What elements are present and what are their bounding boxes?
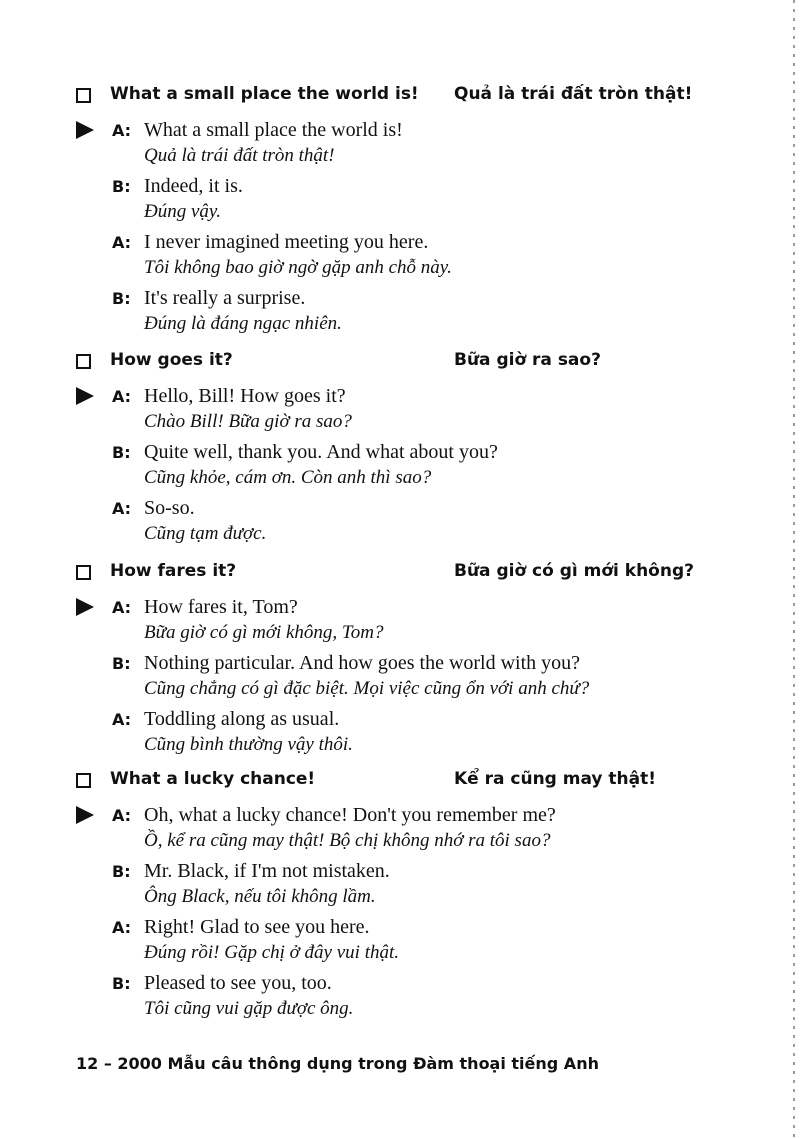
- english-sentence: Indeed, it is.: [144, 175, 243, 197]
- heading-vietnamese: Bữa giờ có gì mới không?: [454, 561, 694, 581]
- speaker-label: A:: [112, 233, 132, 252]
- vietnamese-translation: Đúng vậy.: [144, 201, 222, 222]
- phrase-heading: [76, 769, 716, 795]
- dialogue-line: [76, 440, 716, 490]
- english-sentence: Hello, Bill! How goes it?: [144, 385, 346, 407]
- dialogue-line: [76, 496, 716, 546]
- page-footer: 12 – 2000 Mẫu câu thông dụng trong Đàm thoại tiếng Anh: [76, 1054, 599, 1073]
- english-sentence: What a small place the world is!: [144, 119, 403, 141]
- vietnamese-translation: Cũng khỏe, cám ơn. Còn anh thì sao?: [144, 467, 432, 488]
- speaker-label: A:: [112, 598, 132, 617]
- speaker-label: B:: [112, 443, 131, 462]
- play-arrow-icon[interactable]: [76, 121, 94, 139]
- speaker-label: B:: [112, 862, 131, 881]
- english-sentence: Right! Glad to see you here.: [144, 916, 370, 938]
- speaker-label: A:: [112, 710, 132, 729]
- english-sentence: So-so.: [144, 497, 195, 519]
- vietnamese-translation: Đúng là đáng ngạc nhiên.: [144, 313, 342, 334]
- vietnamese-translation: Cũng chẳng có gì đặc biệt. Mọi việc cũng ổn với anh chứ?: [144, 678, 590, 699]
- english-sentence: Oh, what a lucky chance! Don't you remember me?: [144, 804, 556, 826]
- vietnamese-translation: Ông Black, nếu tôi không lầm.: [144, 886, 376, 907]
- phrase-section: [76, 769, 716, 1027]
- phrase-section: [76, 84, 716, 342]
- vietnamese-translation: Bữa giờ có gì mới không, Tom?: [144, 622, 384, 643]
- dialogue: [76, 803, 716, 1021]
- play-arrow-icon[interactable]: [76, 598, 94, 616]
- dialogue-line: [76, 230, 716, 280]
- speaker-label: A:: [112, 121, 132, 140]
- dialogue: [76, 384, 716, 546]
- vietnamese-translation: Ồ, kể ra cũng may thật! Bộ chị không nhớ ra tôi sao?: [144, 830, 551, 851]
- vietnamese-translation: Quả là trái đất tròn thật!: [144, 145, 335, 166]
- phrase-heading: [76, 561, 716, 587]
- dialogue-line: [76, 859, 716, 909]
- speaker-label: B:: [112, 654, 131, 673]
- vietnamese-translation: Tôi cũng vui gặp được ông.: [144, 998, 354, 1019]
- heading-vietnamese: Kể ra cũng may thật!: [454, 769, 657, 789]
- checkbox-icon[interactable]: [76, 565, 91, 580]
- vietnamese-translation: Tôi không bao giờ ngờ gặp anh chỗ này.: [144, 257, 452, 278]
- heading-vietnamese: Quả là trái đất tròn thật!: [454, 84, 693, 104]
- speaker-label: B:: [112, 289, 131, 308]
- play-arrow-icon[interactable]: [76, 806, 94, 824]
- dialogue-line: [76, 707, 716, 757]
- english-sentence: How fares it, Tom?: [144, 596, 298, 618]
- english-sentence: Toddling along as usual.: [144, 708, 340, 730]
- dialogue-line: [76, 971, 716, 1021]
- speaker-label: B:: [112, 974, 131, 993]
- play-arrow-icon[interactable]: [76, 387, 94, 405]
- heading-english: What a lucky chance!: [110, 769, 316, 789]
- heading-english: What a small place the world is!: [110, 84, 419, 104]
- heading-vietnamese: Bữa giờ ra sao?: [454, 350, 601, 370]
- dialogue: [76, 118, 716, 336]
- speaker-label: A:: [112, 387, 132, 406]
- dialogue-line: [76, 384, 716, 434]
- vietnamese-translation: Chào Bill! Bữa giờ ra sao?: [144, 411, 352, 432]
- english-sentence: It's really a surprise.: [144, 287, 306, 309]
- dialogue-line: [76, 651, 716, 701]
- heading-english: How goes it?: [110, 350, 233, 370]
- dialogue-line: [76, 803, 716, 853]
- vietnamese-translation: Cũng bình thường vậy thôi.: [144, 734, 353, 755]
- phrase-heading: [76, 84, 716, 110]
- english-sentence: Pleased to see you, too.: [144, 972, 332, 994]
- vietnamese-translation: Đúng rồi! Gặp chị ở đây vui thật.: [144, 942, 399, 963]
- dialogue-line: [76, 286, 716, 336]
- dialogue-line: [76, 595, 716, 645]
- english-sentence: Mr. Black, if I'm not mistaken.: [144, 860, 390, 882]
- speaker-label: B:: [112, 177, 131, 196]
- speaker-label: A:: [112, 806, 132, 825]
- dialogue-line: [76, 915, 716, 965]
- page-edge-divider: [793, 0, 795, 1139]
- english-sentence: I never imagined meeting you here.: [144, 231, 429, 253]
- heading-english: How fares it?: [110, 561, 237, 581]
- checkbox-icon[interactable]: [76, 88, 91, 103]
- dialogue-line: [76, 118, 716, 168]
- dialogue-line: [76, 174, 716, 224]
- speaker-label: A:: [112, 499, 132, 518]
- phrase-heading: [76, 350, 716, 376]
- checkbox-icon[interactable]: [76, 773, 91, 788]
- speaker-label: A:: [112, 918, 132, 937]
- dialogue: [76, 595, 716, 757]
- phrase-section: [76, 350, 716, 552]
- vietnamese-translation: Cũng tạm được.: [144, 523, 267, 544]
- checkbox-icon[interactable]: [76, 354, 91, 369]
- english-sentence: Nothing particular. And how goes the world with you?: [144, 652, 581, 674]
- phrase-section: [76, 561, 716, 763]
- english-sentence: Quite well, thank you. And what about you?: [144, 441, 498, 463]
